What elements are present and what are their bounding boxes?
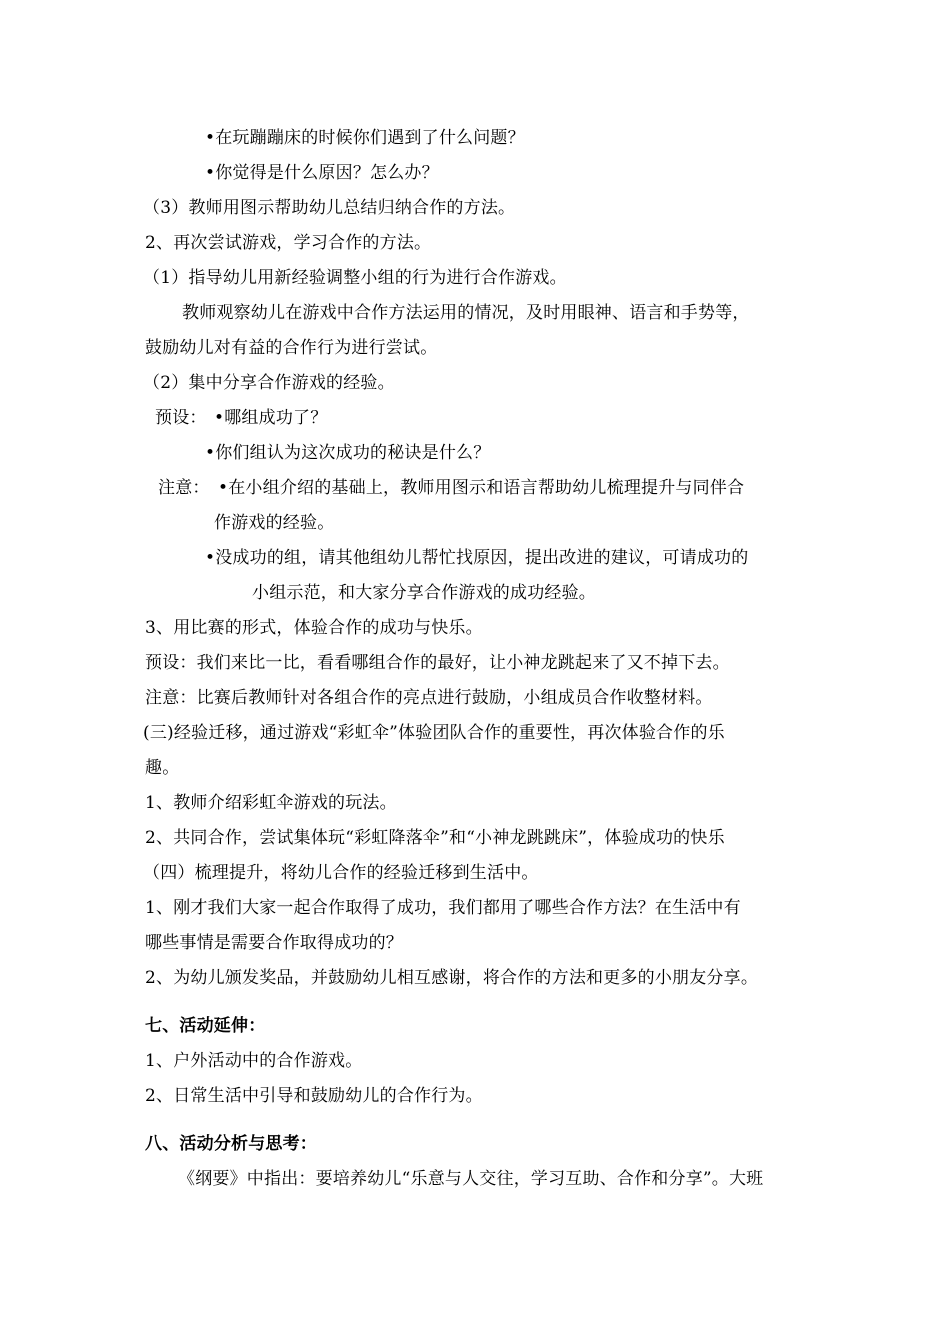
paragraph-line: 注意：比赛后教师针对各组合作的亮点进行鼓励，小组成员合作收整材料。 — [145, 688, 713, 708]
paragraph-line: （3）教师用图示帮助幼儿总结归纳合作的方法。 — [143, 198, 516, 218]
list-item: 2、为幼儿颁发奖品，并鼓励幼儿相互感谢，将合作的方法和更多的小朋友分享。 — [145, 968, 759, 988]
question-line: •你们组认为这次成功的秘诀是什么？ — [205, 443, 491, 463]
list-item: 2、日常生活中引导和鼓励幼儿的合作行为。 — [145, 1086, 483, 1106]
question-line: •哪组成功了？ — [214, 408, 328, 428]
part-title: (三)经验迁移，通过游戏“彩虹伞”体验团队合作的重要性，再次体验合作的乐 — [143, 723, 725, 743]
list-item: 1、户外活动中的合作游戏。 — [145, 1051, 363, 1071]
list-item: 1、教师介绍彩虹伞游戏的玩法。 — [145, 793, 397, 813]
note-line: 作游戏的经验。 — [214, 513, 335, 533]
step-title: 2、再次尝试游戏，学习合作的方法。 — [145, 233, 432, 253]
step-title: 3、用比赛的形式，体验合作的成功与快乐。 — [145, 618, 483, 638]
list-item: 哪些事情是需要合作取得成功的？ — [145, 933, 403, 953]
note-line: 小组示范，和大家分享合作游戏的成功经验。 — [252, 583, 596, 603]
list-item: 1、刚才我们大家一起合作取得了成功，我们都用了哪些合作方法？在生活中有 — [145, 898, 741, 918]
paragraph-line: （2）集中分享合作游戏的经验。 — [143, 373, 395, 393]
paragraph-line: 《纲要》中指出：要培养幼儿“乐意与人交往，学习互助、合作和分享”。大班 — [178, 1169, 764, 1189]
preset-label: 预设： — [155, 408, 207, 428]
list-item: 2、共同合作，尝试集体玩“彩虹降落伞”和“小神龙跳跳床”，体验成功的快乐 — [145, 828, 725, 848]
question-line: •你觉得是什么原因？怎么办？ — [205, 163, 439, 183]
note-line: •在小组介绍的基础上，教师用图示和语言帮助幼儿梳理提升与同伴合 — [218, 478, 745, 498]
note-label: 注意： — [158, 478, 210, 498]
paragraph-line: 教师观察幼儿在游戏中合作方法运用的情况，及时用眼神、语言和手势等， — [182, 303, 750, 323]
paragraph-line: （1）指导幼儿用新经验调整小组的行为进行合作游戏。 — [143, 268, 567, 288]
section-heading: 七、活动延伸： — [145, 1016, 266, 1036]
section-heading: 八、活动分析与思考： — [145, 1134, 317, 1154]
note-line: •没成功的组，请其他组幼儿帮忙找原因，提出改进的建议，可请成功的 — [205, 548, 749, 568]
part-title: 趣。 — [145, 758, 180, 778]
paragraph-line: 预设：我们来比一比，看看哪组合作的最好，让小神龙跳起来了又不掉下去。 — [145, 653, 730, 673]
paragraph-line: 鼓励幼儿对有益的合作行为进行尝试。 — [145, 338, 438, 358]
part-title: （四）梳理提升，将幼儿合作的经验迁移到生活中。 — [143, 863, 539, 883]
question-line: •在玩蹦蹦床的时候你们遇到了什么问题？ — [205, 128, 525, 148]
